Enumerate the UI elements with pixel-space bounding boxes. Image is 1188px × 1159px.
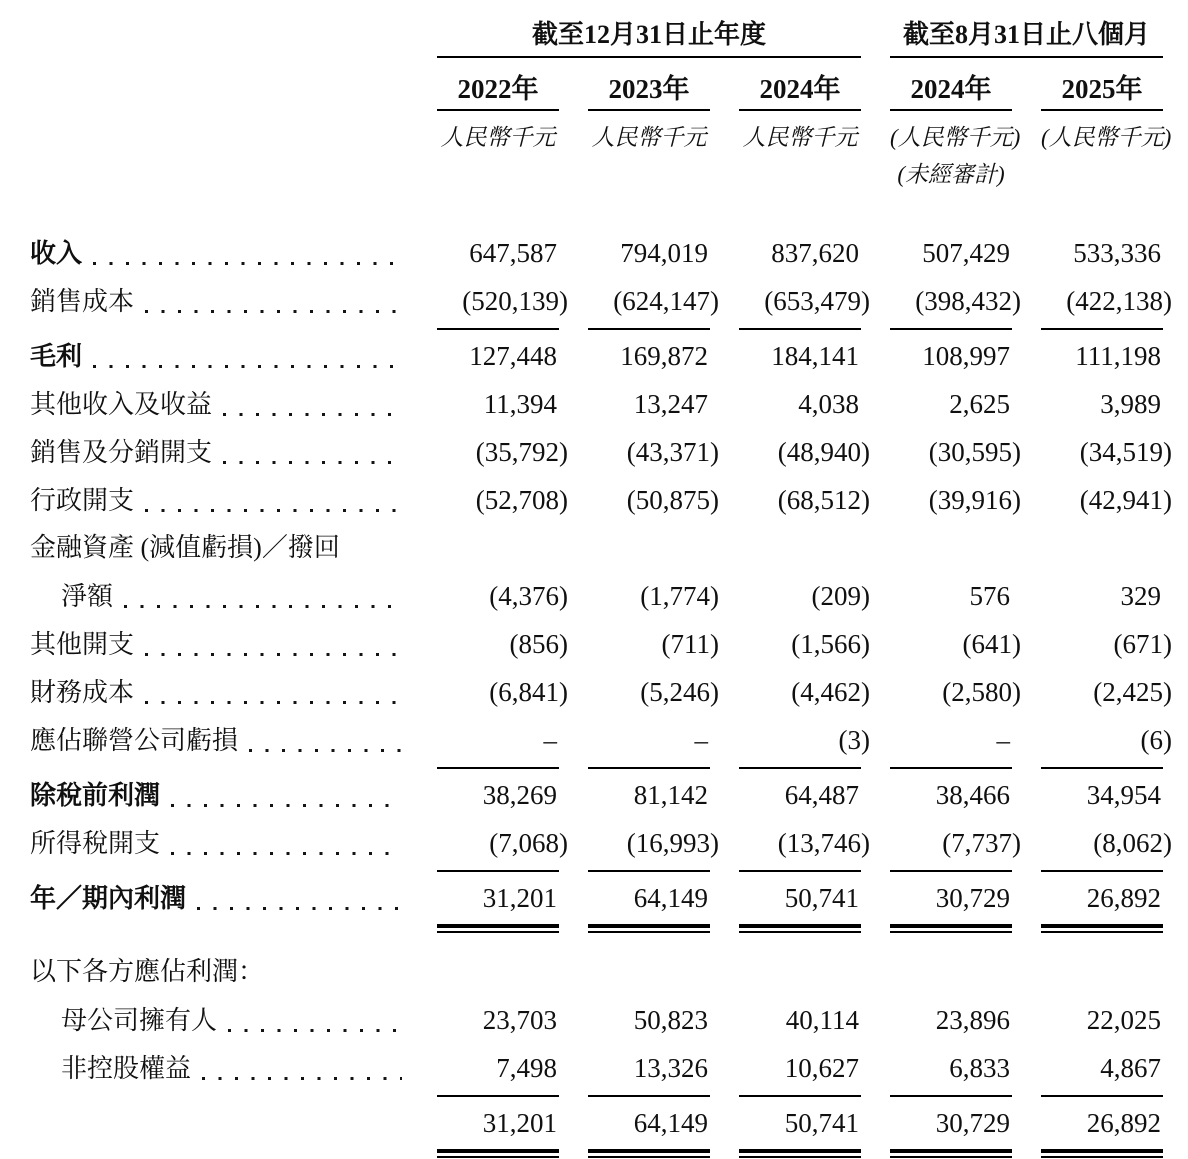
cell-value	[1041, 716, 1172, 764]
cell-value	[739, 380, 861, 428]
table-row	[0, 771, 1188, 819]
value-text: 169,872	[620, 341, 708, 371]
table-header-groups	[0, 14, 1188, 58]
cell-value	[739, 620, 870, 668]
row-label-text: 金融資產 (減值虧損)／撥回	[30, 533, 340, 562]
cell-value	[739, 716, 870, 764]
cell-value	[1041, 380, 1163, 428]
cell-value	[1041, 572, 1163, 620]
column-unit: (人民幣千元)	[890, 125, 1021, 150]
underline-rule	[739, 328, 861, 330]
table-row	[0, 229, 1188, 277]
row-label-text: 非控股權益	[61, 1054, 192, 1083]
value-text: 4,038	[798, 389, 859, 419]
value-text: 11,394	[483, 389, 557, 419]
value-text: (4,462)	[791, 677, 870, 707]
cell-value	[1041, 819, 1172, 867]
table-row	[0, 476, 1188, 524]
underline-rule	[588, 328, 710, 330]
value-text: (7,737)	[942, 828, 1021, 858]
cell-value	[437, 428, 568, 476]
value-text: 64,149	[633, 1108, 708, 1138]
row-label	[30, 429, 408, 477]
value-text: (520,139)	[462, 286, 568, 316]
cell-value	[588, 668, 719, 716]
cell-value	[739, 277, 870, 325]
value-text: 329	[1120, 581, 1161, 611]
value-text: (43,371)	[626, 437, 719, 467]
value-text: (42,941)	[1079, 485, 1172, 515]
single-underline	[0, 764, 1188, 771]
table-header-units	[0, 119, 1188, 152]
value-text: (35,792)	[475, 437, 568, 467]
value-text: 13,247	[633, 389, 708, 419]
table-row	[0, 428, 1188, 476]
value-text: (653,479)	[764, 286, 870, 316]
row-label-text: 收入	[30, 239, 83, 268]
cell-value	[890, 277, 1021, 325]
cell-value	[890, 819, 1021, 867]
underline-rule	[739, 1149, 861, 1158]
table-row	[0, 620, 1188, 668]
value-text: 10,627	[784, 1053, 859, 1083]
value-text: (52,708)	[475, 485, 568, 515]
cell-value	[437, 996, 559, 1044]
value-text: 533,336	[1073, 238, 1161, 268]
row-label-text: 淨額	[61, 582, 114, 611]
underline-rule	[588, 767, 710, 769]
single-underline	[0, 867, 1188, 874]
leader-dots-icon	[249, 749, 402, 752]
value-text: (1,774)	[640, 581, 719, 611]
cell-value	[437, 874, 559, 922]
row-label	[30, 621, 408, 669]
table-row	[0, 572, 1188, 620]
leader-dots-icon	[223, 413, 402, 416]
underline-rule	[588, 924, 710, 933]
value-text: 127,448	[469, 341, 557, 371]
row-label	[30, 230, 408, 278]
leader-dots-icon	[171, 852, 402, 855]
cell-value	[588, 229, 710, 277]
cell-value	[437, 819, 568, 867]
cell-value	[588, 380, 710, 428]
value-text: (6)	[1140, 725, 1172, 755]
cell-value	[588, 572, 719, 620]
table-row	[0, 668, 1188, 716]
underline-rule	[890, 870, 1012, 872]
leader-dots-icon	[171, 804, 402, 807]
value-text: 30,729	[935, 1108, 1010, 1138]
value-text: 13,326	[633, 1053, 708, 1083]
value-text: 30,729	[935, 883, 1010, 913]
leader-dots-icon	[197, 907, 402, 910]
table-row	[0, 1099, 1188, 1147]
cell-value	[739, 332, 861, 380]
row-label	[30, 948, 408, 996]
cell-value	[739, 996, 861, 1044]
cell-value	[739, 1044, 861, 1092]
cell-value	[588, 476, 719, 524]
cell-value	[890, 380, 1012, 428]
value-text: 50,741	[784, 1108, 859, 1138]
cell-value	[739, 819, 870, 867]
value-text: (13,746)	[777, 828, 870, 858]
cell-value	[890, 332, 1012, 380]
cell-value	[588, 332, 710, 380]
underline-rule	[890, 328, 1012, 330]
underline-rule	[1041, 924, 1163, 933]
cell-value	[437, 277, 568, 325]
table-row	[0, 874, 1188, 922]
table-header-notes	[0, 156, 1188, 189]
underline-rule	[588, 1095, 710, 1097]
value-text: 50,823	[633, 1005, 708, 1035]
table-row	[0, 996, 1188, 1044]
value-text: 81,142	[633, 780, 708, 810]
row-label	[30, 717, 408, 765]
row-label-text: 銷售及分銷開支	[30, 438, 213, 467]
underline-rule	[1041, 1149, 1163, 1158]
value-text: (7,068)	[489, 828, 568, 858]
value-text: 26,892	[1086, 883, 1161, 913]
column-unit: 人民幣千元	[591, 125, 707, 150]
row-label-text: 以下各方應佔利潤：	[30, 957, 265, 986]
row-label-text: 其他開支	[30, 630, 135, 659]
value-text: 40,114	[785, 1005, 859, 1035]
underline-rule	[437, 870, 559, 872]
underline-rule	[1041, 767, 1163, 769]
value-text: 26,892	[1086, 1108, 1161, 1138]
column-unit: 人民幣千元	[440, 125, 556, 150]
cell-value	[739, 668, 870, 716]
single-underline	[0, 325, 1188, 332]
cell-value	[739, 428, 870, 476]
cell-value	[588, 771, 710, 819]
cell-value	[739, 229, 861, 277]
leader-dots-icon	[202, 1077, 402, 1080]
cell-value	[890, 476, 1021, 524]
cell-value	[739, 771, 861, 819]
cell-value	[437, 572, 568, 620]
cell-value	[1041, 620, 1172, 668]
underline-rule	[437, 767, 559, 769]
cell-value	[437, 668, 568, 716]
value-text: (39,916)	[928, 485, 1021, 515]
single-underline	[0, 1092, 1188, 1099]
header-group-eight-months: 截至8月31日止八個月	[890, 14, 1163, 58]
cell-value	[890, 428, 1021, 476]
row-label	[30, 997, 408, 1045]
value-text: (68,512)	[777, 485, 870, 515]
row-label	[30, 820, 408, 868]
column-year-2023: 2023年	[588, 67, 710, 111]
header-group-year-ended: 截至12月31日止年度	[437, 14, 861, 58]
row-label-text: 毛利	[30, 342, 83, 371]
value-text: (641)	[962, 629, 1021, 659]
cell-value	[437, 716, 559, 764]
leader-dots-icon	[145, 653, 402, 656]
underline-rule	[1041, 328, 1163, 330]
row-label	[30, 381, 408, 429]
column-year-2024: 2024年	[739, 67, 861, 111]
row-label	[30, 1045, 408, 1093]
table-row	[0, 948, 1188, 996]
value-text: 108,997	[922, 341, 1010, 371]
underline-rule	[890, 1095, 1012, 1097]
value-text: (30,595)	[928, 437, 1021, 467]
row-label-text: 所得稅開支	[30, 829, 161, 858]
column-unit: (人民幣千元)	[1041, 125, 1172, 150]
value-text: 6,833	[949, 1053, 1010, 1083]
value-text: (3)	[838, 725, 870, 755]
value-text: 837,620	[771, 238, 859, 268]
row-label	[30, 875, 408, 923]
table-row	[0, 277, 1188, 325]
row-label	[30, 278, 408, 326]
value-text: (4,376)	[489, 581, 568, 611]
double-underline	[0, 1147, 1188, 1159]
value-text: (1,566)	[791, 629, 870, 659]
value-text: 38,269	[482, 780, 557, 810]
cell-value	[588, 1044, 710, 1092]
value-text: (16,993)	[626, 828, 719, 858]
row-label	[30, 333, 408, 381]
cell-value	[739, 874, 861, 922]
row-label-text: 應佔聯營公司虧損	[30, 726, 239, 755]
leader-dots-icon	[228, 1029, 402, 1032]
cell-value	[1041, 229, 1163, 277]
cell-value	[1041, 996, 1163, 1044]
underline-rule	[1041, 1095, 1163, 1097]
value-text: (398,432)	[915, 286, 1021, 316]
cell-value	[739, 1099, 861, 1147]
cell-value	[588, 819, 719, 867]
table-row	[0, 380, 1188, 428]
cell-value	[1041, 771, 1163, 819]
underline-rule	[1041, 870, 1163, 872]
double-underline	[0, 922, 1188, 934]
row-label	[30, 573, 408, 621]
cell-value	[890, 874, 1012, 922]
cell-value	[890, 229, 1012, 277]
cell-value	[739, 572, 870, 620]
cell-value	[588, 874, 710, 922]
value-text: –	[694, 725, 708, 755]
value-text: 64,487	[784, 780, 859, 810]
value-text: 576	[969, 581, 1010, 611]
value-text: 34,954	[1086, 780, 1161, 810]
row-label	[30, 669, 408, 717]
table-row	[0, 1044, 1188, 1092]
underline-rule	[739, 924, 861, 933]
cell-value	[890, 1044, 1012, 1092]
leader-dots-icon	[145, 310, 402, 313]
cell-value	[437, 620, 568, 668]
underline-rule	[890, 924, 1012, 933]
leader-dots-icon	[124, 605, 402, 608]
table-row	[0, 716, 1188, 764]
value-text: (6,841)	[489, 677, 568, 707]
cell-value	[588, 428, 719, 476]
leader-dots-icon	[145, 509, 402, 512]
cell-value	[890, 668, 1021, 716]
cell-value	[588, 716, 710, 764]
value-text: (2,580)	[942, 677, 1021, 707]
cell-value	[588, 277, 719, 325]
cell-value	[890, 1099, 1012, 1147]
leader-dots-icon	[145, 701, 402, 704]
value-text: (209)	[811, 581, 870, 611]
underline-rule	[437, 328, 559, 330]
value-text: (671)	[1113, 629, 1172, 659]
underline-rule	[437, 924, 559, 933]
value-text: (48,940)	[777, 437, 870, 467]
value-text: (711)	[661, 629, 719, 659]
table-row	[0, 524, 1188, 572]
leader-dots-icon	[223, 461, 402, 464]
row-label	[30, 477, 408, 525]
column-unit: 人民幣千元	[742, 125, 858, 150]
cell-value	[1041, 277, 1172, 325]
underline-rule	[437, 1149, 559, 1158]
value-text: 7,498	[496, 1053, 557, 1083]
value-text: 22,025	[1086, 1005, 1161, 1035]
table-body	[0, 229, 1188, 1159]
value-text: –	[996, 725, 1010, 755]
value-text: 647,587	[469, 238, 557, 268]
row-label	[30, 772, 408, 820]
underline-rule	[739, 870, 861, 872]
underline-rule	[890, 767, 1012, 769]
cell-value	[890, 620, 1021, 668]
value-text: 2,625	[949, 389, 1010, 419]
unaudited-note: (未經審計)	[897, 162, 1005, 187]
column-year-2025-8m: 2025年	[1041, 67, 1163, 111]
row-label-text: 其他收入及收益	[30, 390, 213, 419]
cell-value	[890, 716, 1012, 764]
underline-rule	[739, 1095, 861, 1097]
cell-value	[890, 572, 1012, 620]
cell-value	[890, 771, 1012, 819]
underline-rule	[588, 870, 710, 872]
cell-value	[588, 1099, 710, 1147]
value-text: 31,201	[482, 1108, 557, 1138]
value-text: 23,703	[482, 1005, 557, 1035]
value-text: (50,875)	[626, 485, 719, 515]
row-label-text: 財務成本	[30, 678, 135, 707]
cell-value	[1041, 1099, 1163, 1147]
row-label	[30, 524, 408, 572]
leader-dots-icon	[93, 365, 402, 368]
cell-value	[739, 476, 870, 524]
value-text: (5,246)	[640, 677, 719, 707]
cell-value	[437, 1044, 559, 1092]
underline-rule	[588, 1149, 710, 1158]
value-text: (34,519)	[1079, 437, 1172, 467]
row-label-text: 行政開支	[30, 486, 135, 515]
row-label-text: 母公司擁有人	[61, 1006, 218, 1035]
cell-value	[1041, 1044, 1163, 1092]
value-text: 50,741	[784, 883, 859, 913]
value-text: 111,198	[1075, 341, 1161, 371]
column-year-2024-8m: 2024年	[890, 67, 1012, 111]
row-label-text: 除稅前利潤	[30, 781, 161, 810]
value-text: (624,147)	[613, 286, 719, 316]
cell-value	[1041, 476, 1172, 524]
value-text: 38,466	[935, 780, 1010, 810]
cell-value	[1041, 332, 1163, 380]
value-text: 4,867	[1100, 1053, 1161, 1083]
value-text: (8,062)	[1093, 828, 1172, 858]
value-text: 64,149	[633, 883, 708, 913]
cell-value	[437, 332, 559, 380]
value-text: (856)	[509, 629, 568, 659]
leader-dots-icon	[93, 262, 402, 265]
cell-value	[1041, 428, 1172, 476]
cell-value	[588, 620, 719, 668]
value-text: (422,138)	[1066, 286, 1172, 316]
value-text: 794,019	[620, 238, 708, 268]
table-row	[0, 332, 1188, 380]
cell-value	[1041, 668, 1172, 716]
underline-rule	[437, 1095, 559, 1097]
cell-value	[890, 996, 1012, 1044]
cell-value	[1041, 874, 1163, 922]
cell-value	[437, 771, 559, 819]
value-text: –	[543, 725, 557, 755]
value-text: (2,425)	[1093, 677, 1172, 707]
row-label-text: 銷售成本	[30, 287, 135, 316]
column-year-2022: 2022年	[437, 67, 559, 111]
underline-rule	[739, 767, 861, 769]
table-row	[0, 819, 1188, 867]
cell-value	[437, 380, 559, 428]
table-header-years	[0, 67, 1188, 111]
value-text: 31,201	[482, 883, 557, 913]
cell-value	[588, 996, 710, 1044]
row-label-text: 年／期內利潤	[30, 884, 187, 913]
cell-value	[437, 229, 559, 277]
cell-value	[437, 476, 568, 524]
value-text: 3,989	[1100, 389, 1161, 419]
value-text: 184,141	[771, 341, 859, 371]
value-text: 507,429	[922, 238, 1010, 268]
cell-value	[437, 1099, 559, 1147]
underline-rule	[890, 1149, 1012, 1158]
value-text: 23,896	[935, 1005, 1010, 1035]
